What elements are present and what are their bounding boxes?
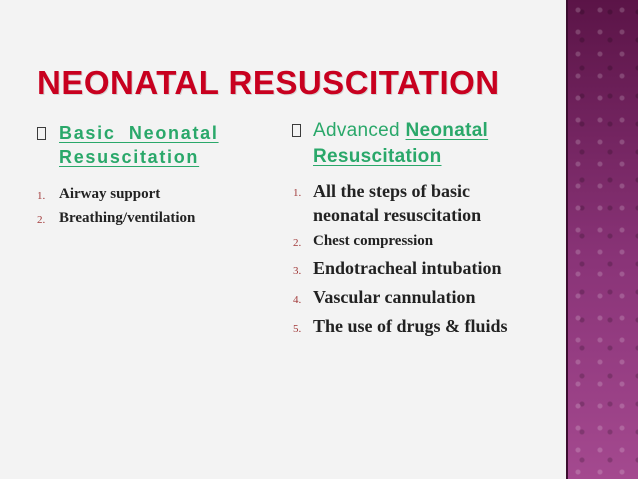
right-item-1-line1: All the steps of basic xyxy=(313,181,470,201)
right-item-2-number: 2. xyxy=(293,237,302,249)
left-heading-line1: Basic Neonatal xyxy=(59,123,219,143)
right-item-2: Chest compression xyxy=(313,233,434,249)
slide-title: NEONATAL RESUSCITATION xyxy=(37,64,500,101)
left-item-2-number: 2. xyxy=(37,214,46,226)
left-item-1: Airway support xyxy=(59,186,161,202)
right-item-4: Vascular cannulation xyxy=(313,287,476,307)
right-item-4-number: 4. xyxy=(293,294,302,306)
right-heading-bold-1: Neonatal xyxy=(405,120,489,141)
right-item-1-line2: neonatal resuscitation xyxy=(313,205,482,225)
bullet-box-icon xyxy=(292,124,301,137)
left-heading-line2: Resuscitation xyxy=(59,147,200,168)
right-heading-plain: Advanced xyxy=(313,120,406,141)
left-item-1-number: 1. xyxy=(37,190,46,202)
right-heading-bold-2: Resuscitation xyxy=(313,145,442,167)
right-item-5: The use of drugs & fluids xyxy=(313,316,508,336)
left-column-heading xyxy=(59,121,279,170)
bullet-box-icon xyxy=(37,127,46,140)
right-item-3: Endotracheal intubation xyxy=(313,258,502,278)
right-heading-line1 xyxy=(313,118,563,144)
right-column-heading xyxy=(313,118,563,169)
right-item-5-number: 5. xyxy=(293,323,302,335)
left-item-2: Breathing/ventilation xyxy=(59,210,196,226)
right-item-1-number: 1. xyxy=(293,187,302,199)
right-item-3-number: 3. xyxy=(293,265,302,277)
side-band-texture xyxy=(568,0,638,479)
